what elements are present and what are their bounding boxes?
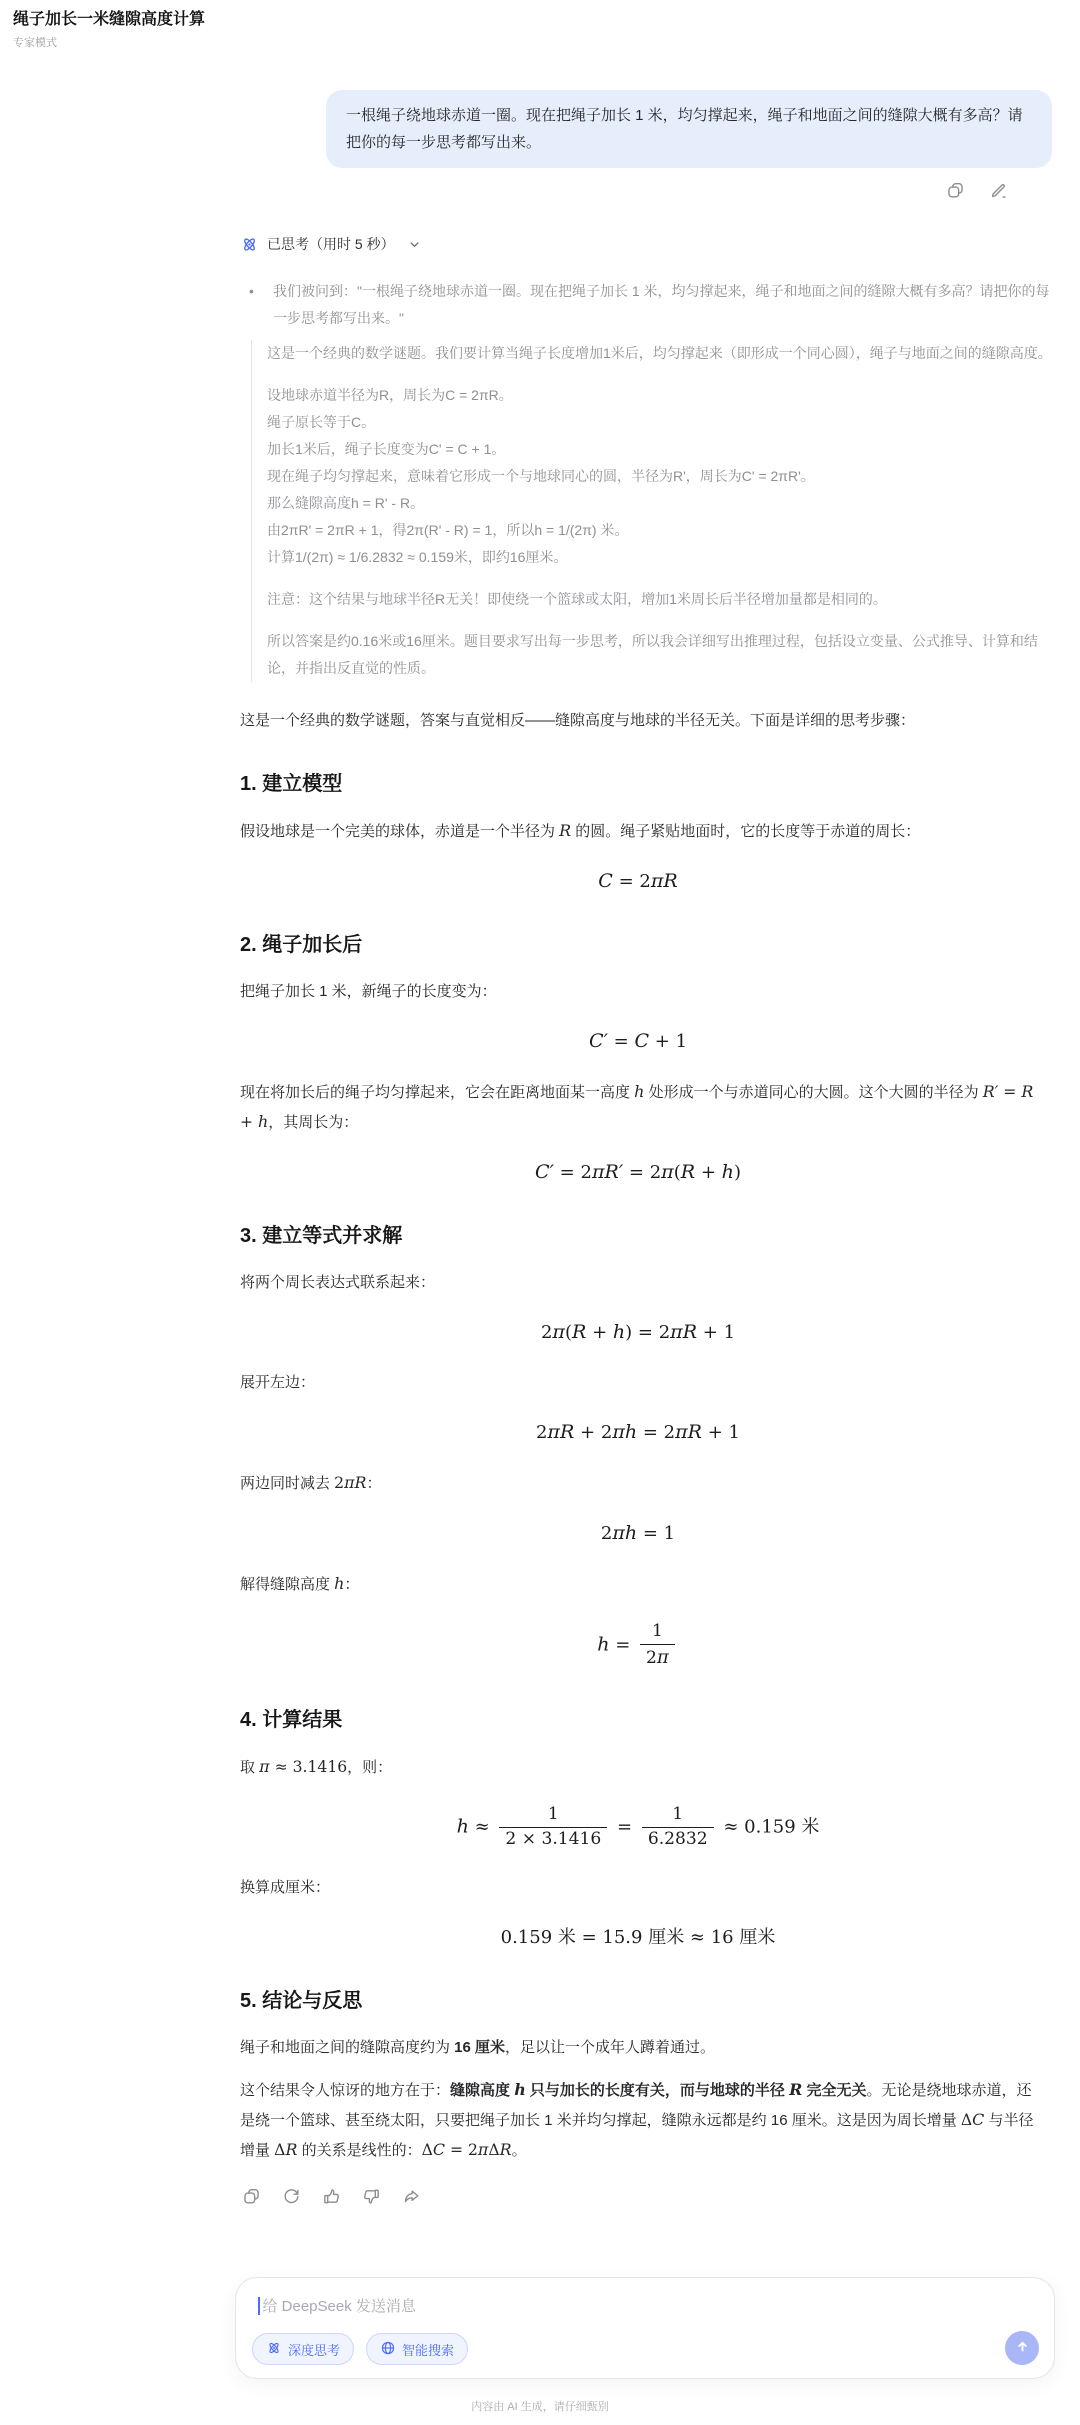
math-formula: C = 2πR: [598, 870, 678, 892]
bullet-marker: •: [249, 283, 254, 299]
answer-paragraph: 假设地球是一个完美的球体，赤道是一个半径为 R 的圆。绳子紧贴地面时，它的长度等于赤道的周长：: [240, 821, 921, 840]
chat-header: [13, 10, 205, 50]
section-heading: 3. 建立等式并求解: [240, 1225, 403, 1247]
chevron-down-icon: [407, 237, 422, 252]
answer-paragraph: 展开左边：: [240, 1374, 316, 1391]
section-heading: 1. 建立模型: [240, 773, 343, 795]
message-input[interactable]: [235, 2277, 1055, 2379]
thinking-label: 已思考（用时 5 秒）: [267, 236, 395, 252]
thinking-paragraph: 所以答案是约0.16米或16厘米。题目要求写出每一步思考，所以我会详细写出推理过程，包括设立变量、公式推导、计算和结论，并指出反直觉的性质。: [267, 633, 1038, 676]
math-formula: 2πR + 2πh = 2πR + 1: [535, 1421, 741, 1443]
deepthink-label: 深度思考: [288, 2342, 341, 2358]
thinking-paragraph: 注意：这个结果与地球半径R无关！即使绕一个篮球或太阳，增加1米周长后半径增加量都是相同的。: [267, 591, 887, 607]
thumbs-down-icon[interactable]: [362, 2187, 381, 2206]
section-heading: 5. 结论与反思: [240, 1989, 363, 2012]
math-formula: C′ = C + 1: [588, 1030, 688, 1052]
composer: [235, 2277, 1055, 2379]
composer-toggles: [252, 2333, 468, 2365]
answer-paragraph: 把绳子加长 1 米，新绳子的长度变为：: [240, 983, 497, 1000]
input-placeholder-row: [258, 2295, 416, 2316]
math-formula: 2πh = 1: [600, 1522, 676, 1544]
regenerate-icon[interactable]: [282, 2187, 301, 2206]
thinking-quote-block: [251, 340, 1052, 682]
math-formula: 0.159 米 = 15.9 厘米 ≈ 16 厘米: [500, 1926, 776, 1948]
section-heading: 2. 绳子加长后: [240, 934, 363, 956]
thumbs-up-icon[interactable]: [322, 2187, 341, 2206]
mode-label: 专家模式: [13, 37, 57, 49]
deepthink-toggle[interactable]: [252, 2333, 354, 2365]
answer-actions: [240, 2187, 1052, 2206]
math-formula: h = $\frac{1}{2\pi}$: [240, 1620, 1036, 1671]
answer-paragraph: 换算成厘米：: [240, 1878, 331, 1896]
chat-column: [240, 90, 1052, 2206]
deepthink-icon: [266, 2340, 282, 2359]
thinking-toggle[interactable]: [240, 234, 422, 254]
section-heading: 4. 计算结果: [240, 1708, 343, 1731]
copy-icon[interactable]: [946, 181, 965, 200]
text-caret: [258, 2297, 260, 2315]
answer-paragraph: 绳子和地面之间的缝隙高度约为 16 厘米，足以让一个成年人蹲着通过。: [240, 2038, 716, 2056]
thinking-content: [240, 278, 1052, 682]
user-message-bubble: 一根绳子绕地球赤道一圈。现在把绳子加长 1 米，均匀撑起来，绳子和地面之间的缝隙大概有多高？请把你的每一步思考都写出来。: [326, 90, 1052, 168]
arrow-up-icon: [1014, 2338, 1031, 2358]
ai-disclaimer: 内容由 AI 生成，请仔细甄别: [471, 2401, 609, 2413]
math-formula: C′ = 2πR′ = 2π(R + h): [535, 1161, 741, 1183]
user-message-row: [240, 90, 1052, 168]
globe-icon: [380, 2340, 396, 2359]
thinking-paragraph: 这是一个经典的数学谜题。我们要计算当绳子长度增加1米后，均匀撑起来（即形成一个同心圆），绳子与地面之间的缝隙高度。: [267, 345, 1052, 361]
edit-icon[interactable]: [989, 181, 1008, 200]
answer-paragraph: 现在将加长后的绳子均匀撑起来，它会在距离地面某一高度 h 处形成一个与赤道同心的大圆。这个大圆的半径为 R′ = R + h，其周长为：: [240, 1082, 1034, 1131]
send-button[interactable]: [1005, 2331, 1039, 2365]
math-formula: h ≈ $\frac{1}{2 \times 3.1416}$ = $\frac{1}{6.2832}$ ≈ 0.159 米: [456, 1803, 820, 1849]
answer-paragraph: 取 π ≈ 3.1416，则：: [240, 1756, 393, 1776]
deepthink-icon: [240, 235, 259, 254]
web-search-toggle[interactable]: [366, 2333, 468, 2365]
answer-paragraph: 解得缝隙高度 h：: [240, 1574, 360, 1593]
math-formula: 2π(R + h) = 2πR + 1: [540, 1321, 736, 1343]
thinking-paragraph: • 我们被问到："一根绳子绕地球赤道一圈。现在把绳子加长 1 米，均匀撑起来，绳子和地面之间的缝隙大概有多高？请把你的每一步思考都写出来。": [249, 278, 1052, 332]
web-search-label: 智能搜索: [402, 2342, 455, 2358]
user-message-actions: [240, 181, 1052, 200]
answer-paragraph: 这是一个经典的数学谜题，答案与直觉相反——缝隙高度与地球的半径无关。下面是详细的思考步骤：: [240, 712, 916, 729]
input-placeholder: 给 DeepSeek 发送消息: [262, 2298, 416, 2315]
assistant-answer: [240, 706, 1036, 2165]
share-icon[interactable]: [402, 2187, 421, 2206]
answer-paragraph: 这个结果令人惊讶的地方在于：缝隙高度 h 只与加长的长度有关，而与地球的半径 R 完全无关。无论是绕地球赤道，还是绕一个篮球、甚至绕太阳，只要把绳子加长 1 米并均匀撑起，缝隙永远都是约 16 厘米。这是因为周长增量 ΔC 与半径增量 ΔR 的关系是线性的：ΔC = 2πΔR。: [240, 2079, 1034, 2159]
page-title: 绳子加长一米缝隙高度计算: [13, 11, 206, 28]
answer-paragraph: 将两个周长表达式联系起来：: [240, 1274, 436, 1291]
thinking-paragraph: 设地球赤道半径为R，周长为C = 2πR。 绳子原长等于C。 加长1米后，绳子长度变为C' = C + 1。 现在绳子均匀撑起来，意味着它形成一个与地球同心的圆，半径为R'，周长为C' = 2πR'。 那么缝隙高度h = R' - R。 由2πR' = 2πR + 1，得2π(R' - R) = 1，所以h = 1/(2π) 米。 计算1/(2π) ≈ 1/6.2832 ≈ 0.159米，即约16厘米。: [267, 387, 815, 565]
answer-paragraph: 两边同时减去 2πR：: [240, 1473, 382, 1492]
copy-icon[interactable]: [242, 2187, 261, 2206]
